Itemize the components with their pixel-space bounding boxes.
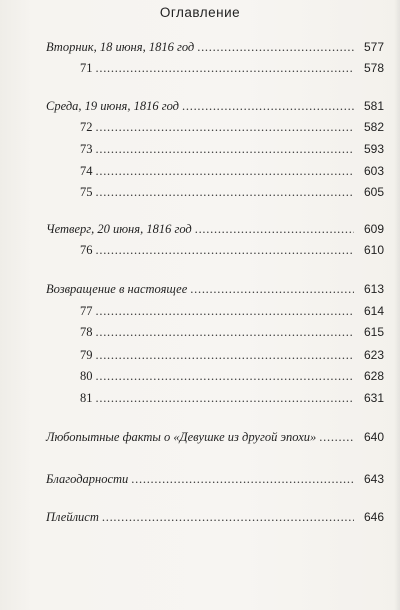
- toc-section-entry: [46, 427, 384, 447]
- toc-page-number: 628: [363, 369, 384, 383]
- toc-chapter-number: 71: [80, 61, 93, 75]
- toc-chapter-entry: [80, 161, 384, 181]
- toc-page-number: 640: [363, 430, 384, 444]
- toc-chapter-entry: [80, 322, 384, 342]
- toc-section-entry: [46, 507, 384, 527]
- dot-leader: [319, 427, 354, 447]
- toc-chapter-number: 73: [80, 142, 93, 156]
- toc-chapter-number: 79: [80, 348, 93, 362]
- dot-leader: [96, 345, 355, 365]
- dot-leader: [96, 322, 355, 342]
- toc-chapter-number: 81: [80, 391, 93, 405]
- toc-page-number: 577: [363, 40, 384, 54]
- toc-page-number: 643: [363, 472, 384, 486]
- toc-page-number: 581: [363, 99, 384, 113]
- toc-page-number: 578: [363, 61, 384, 75]
- toc-chapter-entry: [80, 139, 384, 159]
- toc-page-number: 623: [363, 348, 384, 362]
- dot-leader: [96, 240, 355, 260]
- dot-leader: [182, 96, 354, 116]
- toc-chapter-entry: [80, 182, 384, 202]
- dot-leader: [96, 366, 355, 386]
- dot-leader: [195, 219, 354, 239]
- toc-page-number: 610: [363, 243, 384, 257]
- toc-section-title: Вторник, 18 июня, 1816 год: [46, 40, 195, 54]
- dot-leader: [96, 117, 355, 137]
- toc-page-number: 609: [363, 222, 384, 236]
- toc-section-title: Любопытные факты о «Девушке из другой эпохи»: [46, 430, 317, 444]
- toc-chapter-entry: [80, 345, 384, 365]
- toc-chapter-entry: [80, 366, 384, 386]
- dot-leader: [96, 301, 355, 321]
- toc-section-entry: [46, 96, 384, 116]
- dot-leader: [190, 279, 354, 299]
- toc-section-title: Четверг, 20 июня, 1816 год: [46, 222, 192, 236]
- toc-section-title: Благодарности: [46, 472, 129, 486]
- dot-leader: [197, 37, 354, 57]
- toc-section-title: Плейлист: [46, 510, 99, 524]
- toc-chapter-entry: [80, 301, 384, 321]
- dot-leader: [96, 388, 355, 408]
- toc-page-number: 613: [363, 282, 384, 296]
- toc-heading: Оглавление: [159, 5, 241, 20]
- toc-chapter-number: 76: [80, 243, 93, 257]
- toc-page-number: 614: [363, 304, 384, 318]
- toc-section-entry: [46, 469, 384, 489]
- dot-leader: [96, 139, 355, 159]
- toc-section-entry: [46, 279, 384, 299]
- toc-page-number: 582: [363, 120, 384, 134]
- toc-page-number: 603: [363, 164, 384, 178]
- toc-chapter-entry: [80, 388, 384, 408]
- toc-chapter-entry: [80, 117, 384, 137]
- toc-page-number: 615: [363, 325, 384, 339]
- toc-chapter-number: 75: [80, 185, 93, 199]
- toc-page-number: 593: [363, 142, 384, 156]
- toc-section-entry: [46, 37, 384, 57]
- toc-chapter-number: 78: [80, 325, 93, 339]
- dot-leader: [96, 182, 355, 202]
- toc-chapter-entry: [80, 240, 384, 260]
- toc-chapter-number: 77: [80, 304, 93, 318]
- toc-page-number: 631: [363, 391, 384, 405]
- toc-page-number: 605: [363, 185, 384, 199]
- toc-chapter-number: 74: [80, 164, 93, 178]
- dot-leader: [96, 161, 355, 181]
- toc-section-title: Возвращение в настоящее: [46, 282, 188, 296]
- toc-chapter-number: 80: [80, 369, 93, 383]
- toc-chapter-number: 72: [80, 120, 93, 134]
- toc-page-number: 646: [363, 510, 384, 524]
- toc-section-title: Среда, 19 июня, 1816 год: [46, 99, 180, 113]
- dot-leader: [102, 507, 354, 527]
- dot-leader: [131, 469, 354, 489]
- dot-leader: [96, 58, 355, 78]
- toc-chapter-entry: [80, 58, 384, 78]
- toc-section-entry: [46, 219, 384, 239]
